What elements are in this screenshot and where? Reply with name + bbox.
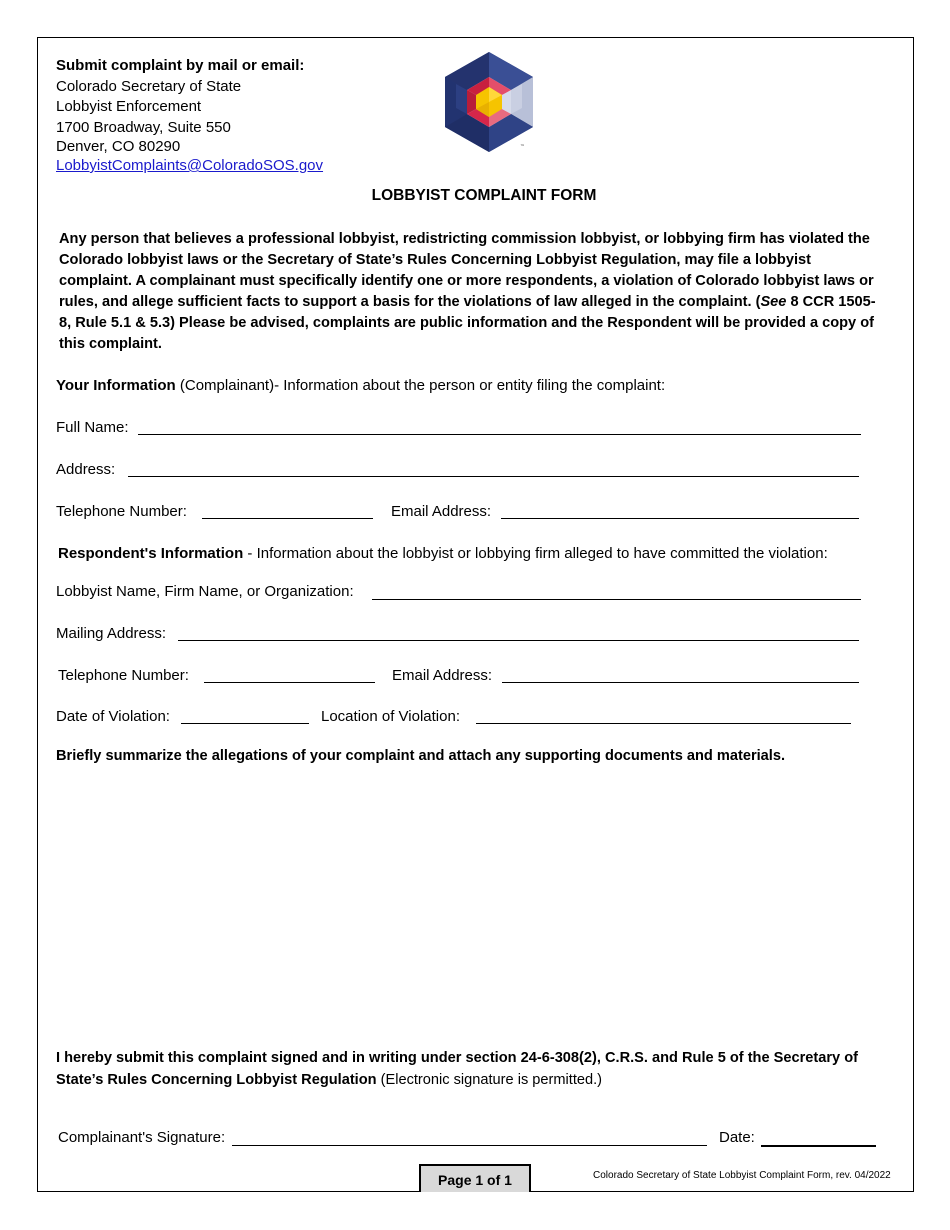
address-field[interactable] bbox=[128, 476, 859, 477]
violation-date-label: Date of Violation: bbox=[56, 708, 170, 725]
summary-text-area[interactable] bbox=[56, 775, 886, 1035]
full-name-label: Full Name: bbox=[56, 419, 129, 436]
summary-instruction: Briefly summarize the allegations of your complaint and attach any supporting documents and materials. bbox=[56, 748, 786, 764]
complainant-email-label: Email Address: bbox=[391, 503, 492, 520]
respondent-phone-label: Telephone Number: bbox=[58, 667, 189, 684]
complaint-email-link[interactable]: LobbyistComplaints@ColoradoSOS.gov bbox=[56, 157, 324, 174]
form-footer: Colorado Secretary of State Lobbyist Complaint Form, rev. 04/2022 bbox=[593, 1170, 891, 1181]
address-line: 1700 Broadway, Suite 550 bbox=[56, 118, 231, 136]
colorado-sos-logo bbox=[442, 50, 537, 154]
attestation-statement: I hereby submit this complaint signed and in writing under section 24-6-308(2), C.R.S. and Rule 5 of the Secretary of State’s Rules Concerning Lobbyist Regulation (Electronic signature is permitted.) bbox=[56, 1050, 859, 1088]
complainant-heading: Your Information (Complainant)- Information about the person or entity filing the complaint: bbox=[56, 377, 666, 394]
mailing-address-label: Mailing Address: bbox=[56, 625, 167, 642]
respondent-name-label: Lobbyist Name, Firm Name, or Organization: bbox=[56, 583, 354, 600]
violation-date-field[interactable] bbox=[181, 723, 309, 724]
respondent-heading: Respondent's Information - Information about the lobbyist or lobbying firm alleged to have committed the violation: bbox=[58, 545, 828, 562]
violation-location-label: Location of Violation: bbox=[321, 708, 460, 725]
address-line: Denver, CO 80290 bbox=[56, 138, 181, 155]
complainant-phone-field[interactable] bbox=[202, 518, 373, 519]
page-number: Page 1 of 1 bbox=[419, 1164, 531, 1192]
complainant-email-field[interactable] bbox=[501, 518, 859, 519]
respondent-email-label: Email Address: bbox=[392, 667, 493, 684]
form-title: LOBBYIST COMPLAINT FORM bbox=[371, 187, 597, 204]
address-line: Colorado Secretary of State bbox=[56, 77, 242, 95]
respondent-name-field[interactable] bbox=[372, 599, 861, 600]
address-label: Address: bbox=[56, 461, 116, 478]
signature-date-label: Date: bbox=[719, 1129, 755, 1146]
mailing-info bbox=[56, 56, 323, 177]
mailing-address-field[interactable] bbox=[178, 640, 859, 641]
signature-date-field[interactable] bbox=[761, 1145, 876, 1147]
svg-text:™: ™ bbox=[520, 144, 525, 150]
full-name-field[interactable] bbox=[138, 434, 861, 435]
submit-heading: Submit complaint by mail or email: bbox=[56, 57, 305, 74]
violation-location-field[interactable] bbox=[476, 723, 851, 724]
respondent-phone-field[interactable] bbox=[204, 682, 375, 683]
respondent-email-field[interactable] bbox=[502, 682, 859, 683]
signature-label: Complainant's Signature: bbox=[58, 1129, 226, 1146]
intro-paragraph: Any person that believes a professional lobbyist, redistricting commission lobbyist, or lobbying firm has violated the Colorado lobbyist laws or the Secretary of State’s Rules Concerning Lobbyist Regulation, may file a lobbyist complaint. A complainant must specifically identify one or more respondents, a violation of Colorado lobbyist laws or rules, and allege sufficient facts to support a basis for the violations of law alleged in the complaint. (See 8 CCR 1505-8, Rule 5.1 & 5.3) Please be advised, complaints are public information and the Respondent will be provided a copy of this complaint. bbox=[59, 231, 876, 352]
address-line: Lobbyist Enforcement bbox=[56, 98, 202, 115]
signature-field[interactable] bbox=[232, 1145, 707, 1146]
complainant-phone-label: Telephone Number: bbox=[56, 503, 187, 520]
